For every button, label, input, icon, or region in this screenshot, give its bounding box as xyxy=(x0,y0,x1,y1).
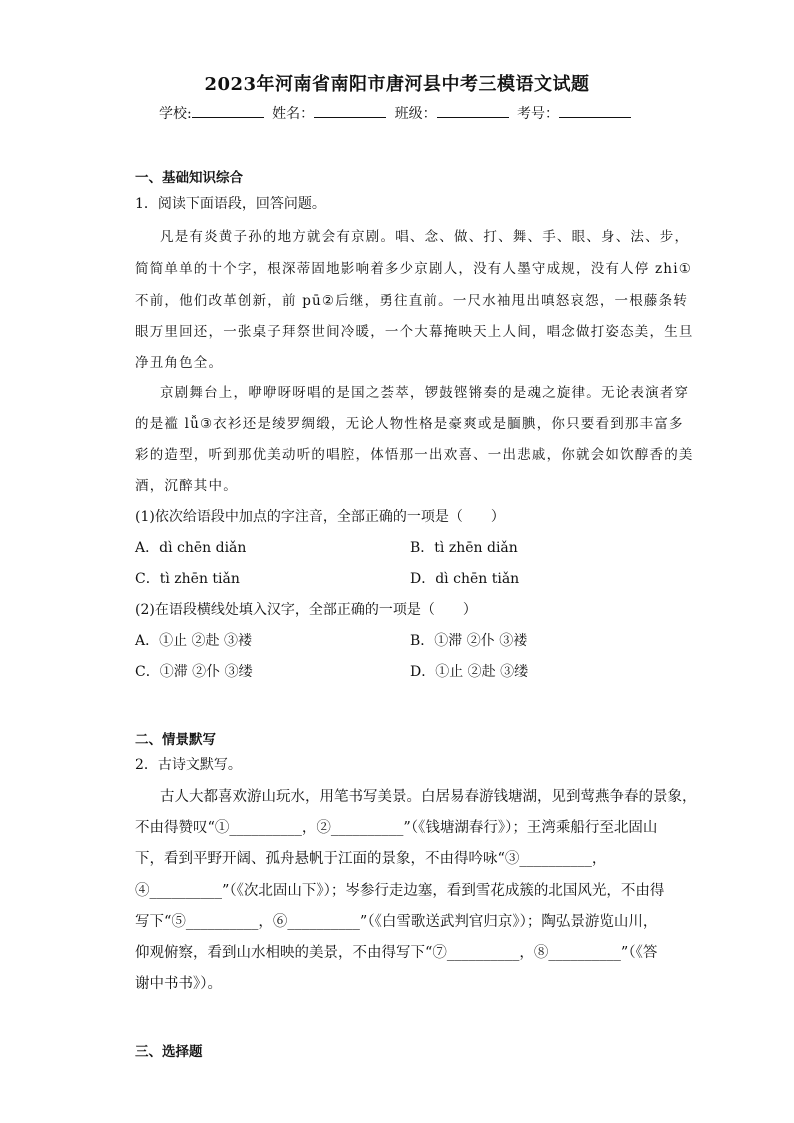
passage-line: 眼万里回还，一张桌子拜祭世间冷暖，一个大幕掩映天上人间，唱念做打姿态美，生旦 xyxy=(135,324,694,340)
q1-sub2-stem: (2)在语段横线处填入汉字，全部正确的一项是（ ） xyxy=(135,602,477,618)
q2-line: 下，看到平野开阔、孤舟悬帆于江面的景象，不由得吟咏“③__________， xyxy=(135,851,607,867)
q1-sub2-option-b: B．①滞 ②仆 ③褛 xyxy=(410,633,528,649)
q1-sub2-option-d: D．①止 ②赴 ③缕 xyxy=(410,664,529,680)
q1-sub1-option-a: A．dì chēn diǎn xyxy=(135,540,247,556)
name-blank xyxy=(314,105,386,118)
name-label: 姓名： xyxy=(272,106,315,122)
number-blank xyxy=(559,105,631,118)
q1-sub2-option-a: A．①止 ②赴 ③褛 xyxy=(135,633,253,649)
q1-sub1-option-b: B．tì zhēn diǎn xyxy=(410,540,518,556)
number-label: 考号： xyxy=(517,106,560,122)
q2-line: ④__________”（《次北固山下》）；岑参行走边塞，看到雪花成簇的北国风光，不由得 xyxy=(135,883,665,899)
page-title: 2023年河南省南阳市唐河县中考三模语文试题 xyxy=(204,74,590,95)
section-3-heading: 三、选择题 xyxy=(135,1044,203,1060)
q1-prompt: 1．阅读下面语段，回答问题。 xyxy=(135,196,326,212)
q2-line: 仰观俯察，看到山水相映的美景，不由得写下“⑦__________，⑧__________”（《答 xyxy=(135,945,658,961)
q1-sub1-option-c: C．tì zhēn tiǎn xyxy=(135,571,240,587)
student-info-line xyxy=(0,103,794,123)
q1-sub1-stem: (1)依次给语段中加点的字注音，全部正确的一项是（ ） xyxy=(135,509,505,525)
q2-line: 写下“⑤__________，⑥__________”（《白雪歌送武判官归京》）；陶弘景游览山川， xyxy=(135,914,658,930)
passage-line: 简简单单的十个字，根深蒂固地影响着多少京剧人，没有人墨守成规，没有人停 zhi① xyxy=(135,261,693,277)
q1-sub1-option-d: D．dì chēn tiǎn xyxy=(410,571,520,587)
school-label: 学校: xyxy=(158,106,192,122)
section-2-heading: 二、情景默写 xyxy=(135,732,216,748)
q2-line: 古人大都喜欢游山玩水，用笔书写美景。白居易春游钱塘湖，见到莺燕争春的景象， xyxy=(160,789,697,805)
school-blank xyxy=(192,105,264,118)
passage-line: 不前，他们改革创新，前 pū②后继，勇往直前。一尺水袖甩出嗔怒哀怨，一根藤条转 xyxy=(135,293,689,309)
q2-line: 谢中书书》）。 xyxy=(135,976,222,992)
passage-line: 净丑角色全。 xyxy=(135,355,224,371)
q1-sub2-option-c: C．①滞 ②仆 ③缕 xyxy=(135,664,253,680)
q2-line: 不由得赞叹“①__________，②__________”（《钱塘湖春行》）；王湾乘船行至北固山 xyxy=(135,820,658,836)
passage-line: 酒，沉醉其中。 xyxy=(135,478,238,494)
passage-line: 凡是有炎黄子孙的地方就会有京剧。唱、念、做、打、舞、手、眼、身、法、步， xyxy=(160,229,690,245)
passage-line: 的是褴 lǚ③衣衫还是绫罗绸缎，无论人物性格是豪爽或是腼腆，你只要看到那丰富多 xyxy=(135,416,684,432)
section-1-heading: 一、基础知识综合 xyxy=(135,170,243,186)
class-blank xyxy=(437,105,509,118)
passage-line: 京剧舞台上，咿咿呀呀唱的是国之荟萃，锣鼓铿锵奏的是魂之旋律。无论表演者穿 xyxy=(160,385,690,401)
passage-line: 彩的造型，听到那优美动听的唱腔，体悟那一出欢喜、一出悲戚，你就会如饮醇香的美 xyxy=(135,447,694,463)
class-label: 班级： xyxy=(394,106,437,122)
q2-prompt: 2．古诗文默写。 xyxy=(135,757,242,773)
